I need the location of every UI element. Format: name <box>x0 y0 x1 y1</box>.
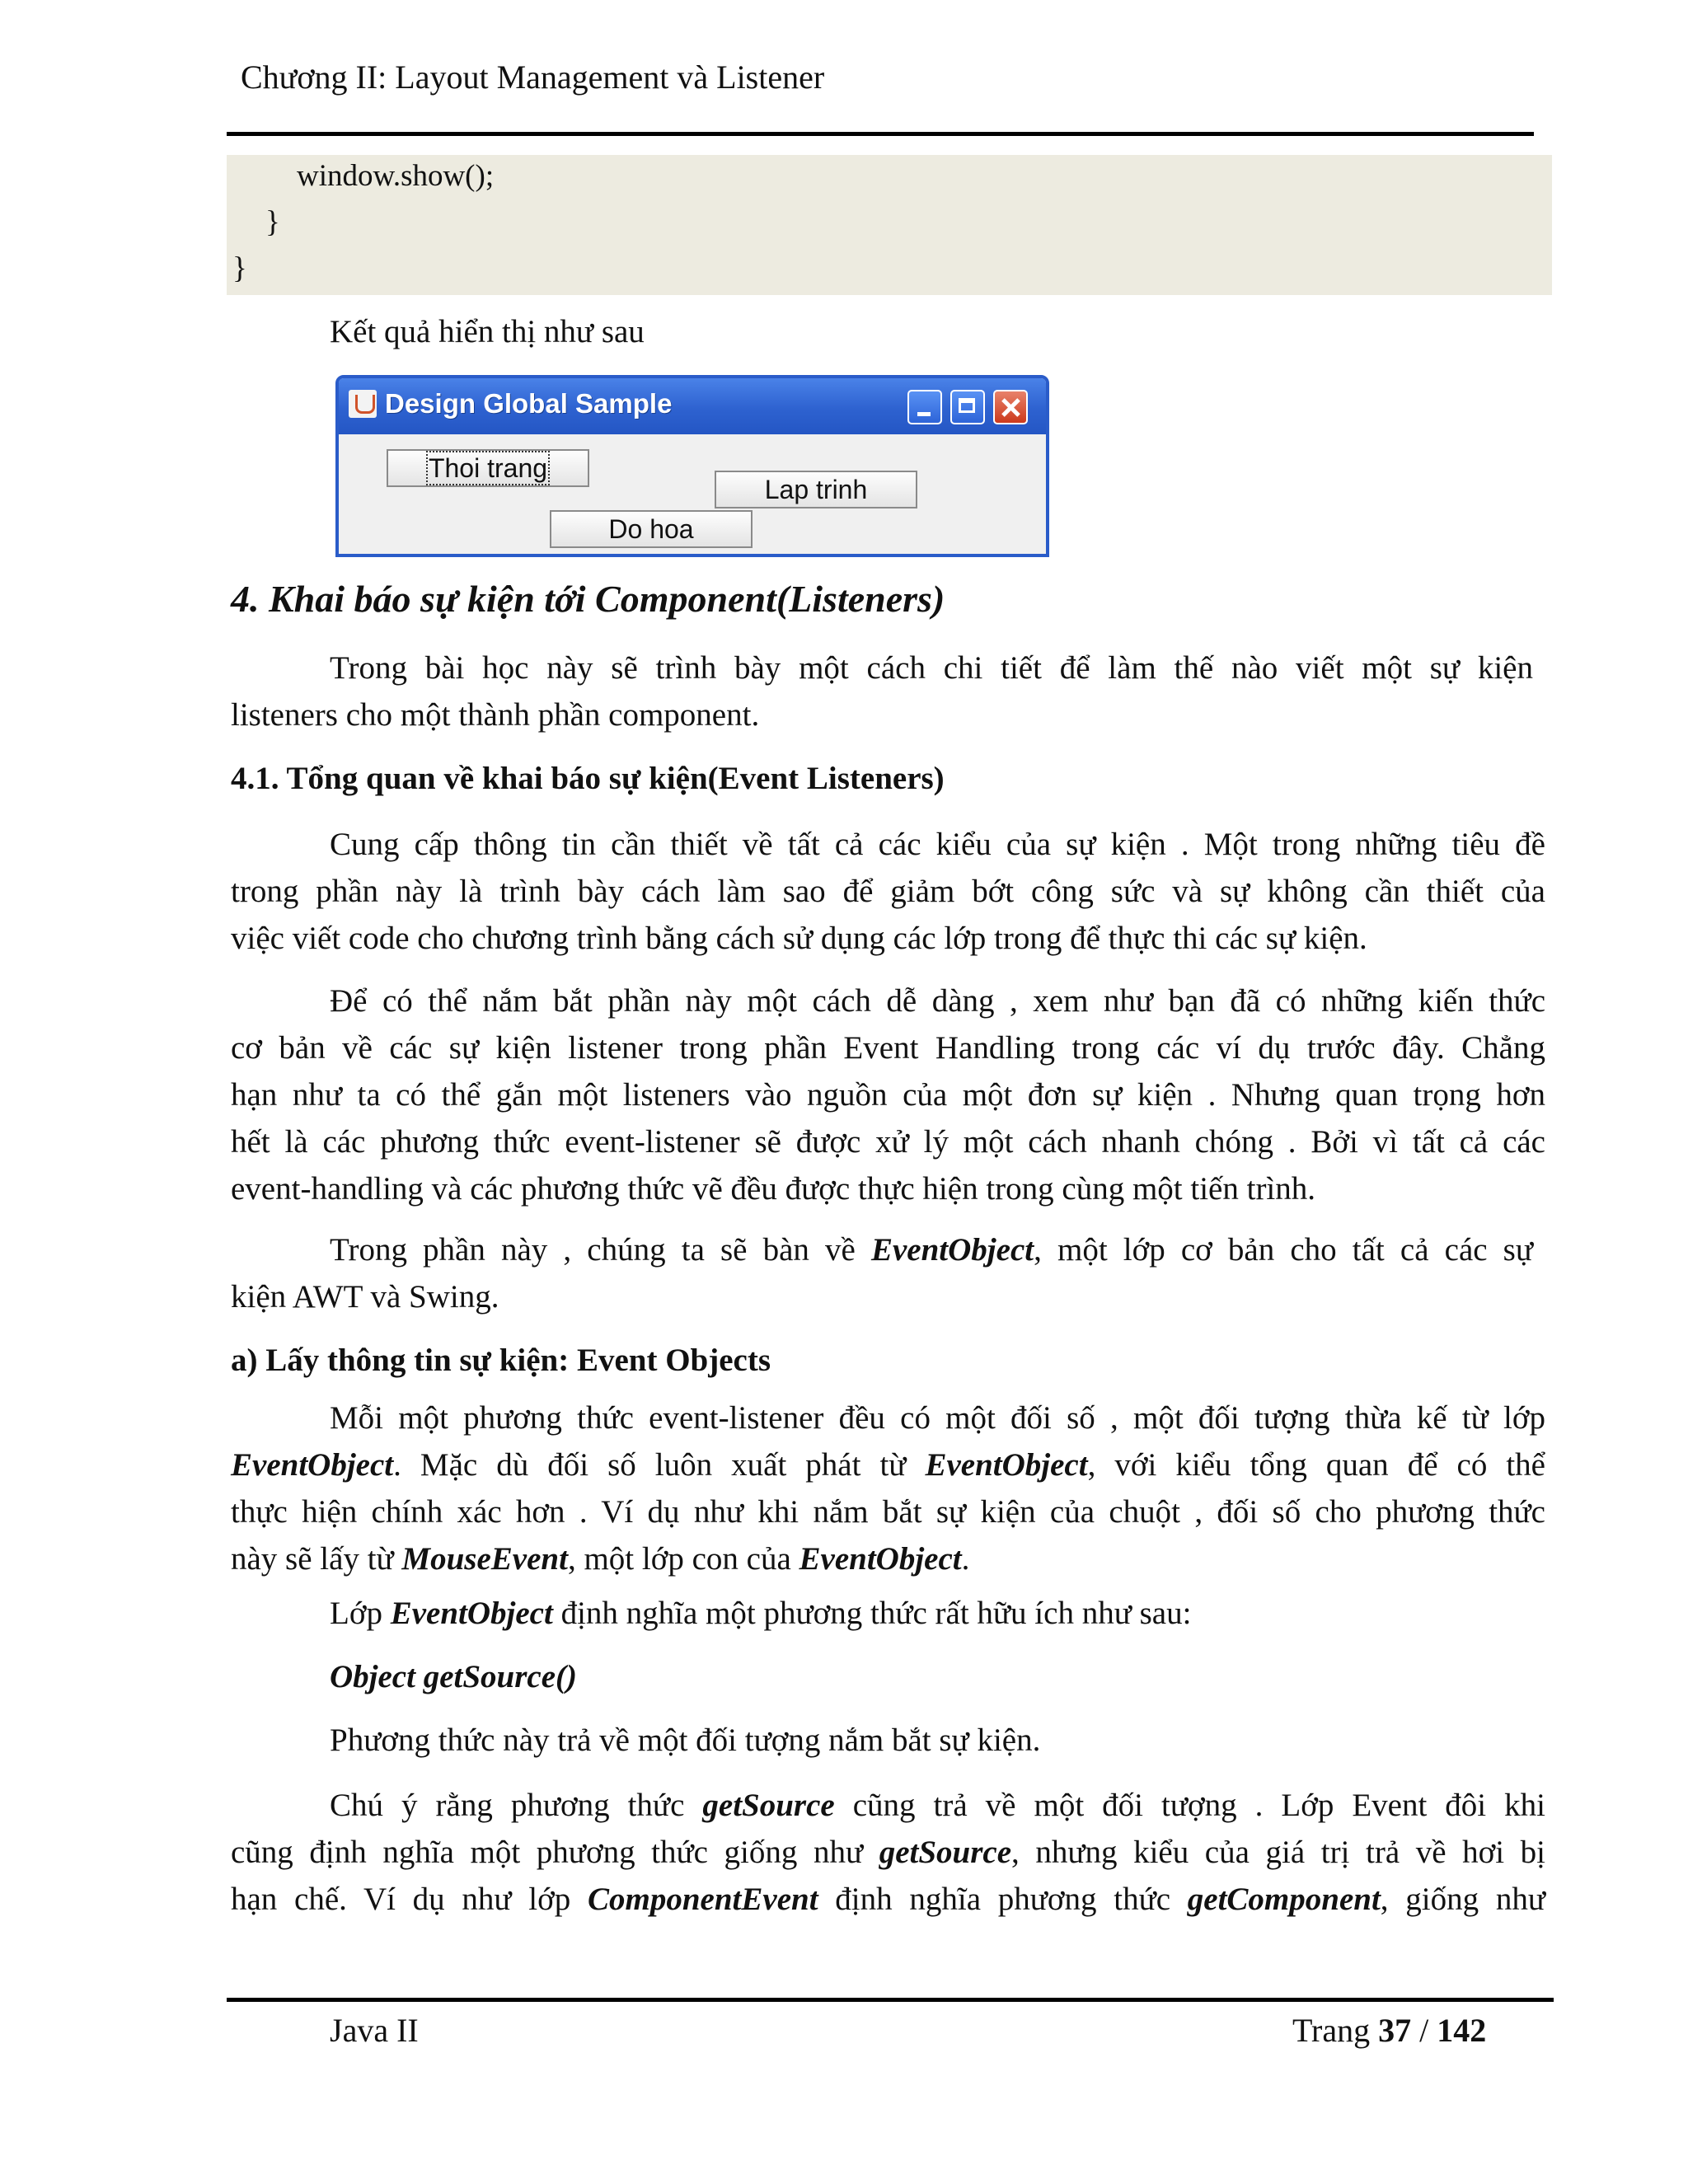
subsection-a-heading: a) Lấy thông tin sự kiện: Event Objects <box>231 1343 771 1378</box>
text-run: này sẽ lấy từ <box>231 1541 402 1577</box>
java-cup-icon <box>349 390 377 418</box>
text-line: trong phần này là trình bày cách làm sao để giảm bớt công sức và sự không cần thiết của <box>231 874 1545 909</box>
text-line: Cung cấp thông tin cần thiết về tất cả các kiểu của sự kiện . Một trong những tiêu đề <box>330 827 1545 862</box>
header-rule <box>227 132 1534 136</box>
page-prefix: Trang <box>1292 2012 1379 2049</box>
text-run: Trong phần này , chúng ta sẽ bàn về <box>330 1232 871 1268</box>
method-name-getcomponent: getComponent <box>1187 1882 1381 1917</box>
class-name-eventobject: EventObject <box>231 1447 394 1483</box>
maximize-icon[interactable] <box>950 390 985 424</box>
subsection-a-paragraph-2 <box>330 1595 1191 1632</box>
window-titlebar <box>339 378 1046 434</box>
text-run: , với kiểu tổng quan để có thể <box>1087 1447 1545 1483</box>
text-line <box>231 1782 1545 1829</box>
page-separator: / <box>1411 2012 1437 2049</box>
minimize-icon[interactable] <box>907 390 942 424</box>
window-title: Design Global Sample <box>385 388 673 419</box>
text-line <box>231 1441 1545 1488</box>
window-screenshot <box>335 375 1049 557</box>
text-line: thực hiện chính xác hơn . Ví dụ như khi nắm bắt sự kiện của chuột , đối số cho phương thức <box>231 1494 1545 1530</box>
thoi-trang-button[interactable] <box>387 449 589 487</box>
section-4-1-heading: 4.1. Tổng quan về khai báo sự kiện(Event Listeners) <box>231 761 945 796</box>
text-run: , nhưng kiểu của giá trị trả về hơi bị <box>1011 1835 1545 1870</box>
text-run: hạn chế. Ví dụ như lớp <box>231 1882 588 1917</box>
text-run: cũng trả về một đối tượng . Lớp Event đôi khi <box>834 1788 1545 1823</box>
text-line: Trong bài học này sẽ trình bày một cách chi tiết để làm thế nào viết một sự kiện <box>330 650 1533 686</box>
code-line-1: window.show(); <box>297 159 495 193</box>
text-run: cũng định nghĩa một phương thức giống như <box>231 1835 879 1870</box>
text-line <box>231 1535 1545 1582</box>
do-hoa-button[interactable] <box>550 510 753 548</box>
section-4-1-paragraph-1 <box>231 821 1545 962</box>
thoi-trang-label: Thoi trang <box>428 453 548 483</box>
class-name-eventobject: EventObject <box>870 1232 1034 1268</box>
method-signature: Object getSource() <box>330 1659 578 1694</box>
class-name-eventobject: EventObject <box>390 1596 553 1631</box>
page-header-title: Chương II: Layout Management và Listener <box>241 59 825 96</box>
text-run: định nghĩa phương thức <box>818 1882 1188 1917</box>
text-line: kiện AWT và Swing. <box>231 1279 499 1315</box>
text-run: . Mặc dù đối số luôn xuất phát từ <box>393 1447 926 1483</box>
result-caption: Kết quả hiển thị như sau <box>330 314 645 349</box>
method-name-getsource: getSource <box>879 1835 1012 1870</box>
method-name-getsource: getSource <box>702 1788 835 1823</box>
total-pages: 142 <box>1437 2012 1487 2049</box>
current-page: 37 <box>1378 2012 1412 2049</box>
text-line: hạn như ta có thể gắn một listeners vào nguồn của một đơn sự kiện . Nhưng quan trọng hơn <box>231 1077 1545 1113</box>
text-line <box>231 1829 1545 1876</box>
text-line: listeners cho một thành phần component. <box>231 697 760 733</box>
footer-page-number <box>1292 2011 1486 2050</box>
lap-trinh-label: Lap trinh <box>764 475 868 504</box>
subsection-a-paragraph-4 <box>231 1782 1545 1923</box>
text-run: , một lớp con của <box>567 1541 799 1577</box>
do-hoa-label: Do hoa <box>608 514 694 544</box>
section-4-1-paragraph-3 <box>231 1226 1533 1320</box>
section-4-1-paragraph-2 <box>231 977 1545 1212</box>
text-run: . <box>961 1541 970 1577</box>
text-line: Mỗi một phương thức event-listener đều có một đối số , một đối tượng thừa kế từ lớp <box>330 1400 1545 1436</box>
text-line <box>231 1226 1533 1273</box>
text-run: Lớp <box>330 1596 391 1631</box>
text-run: Chú ý rằng phương thức <box>330 1788 703 1823</box>
text-line: cơ bản về các sự kiện listener trong phần Event Handling trong các ví dụ trước đây. Chẳng <box>231 1030 1545 1066</box>
code-line-3: } <box>232 251 247 285</box>
text-line: việc viết code cho chương trình bằng cách sử dụng các lớp trong để thực thi các sự kiện. <box>231 921 1367 956</box>
section-4-heading: 4. Khai báo sự kiện tới Component(Listeners) <box>231 578 945 620</box>
class-name-eventobject: EventObject <box>925 1447 1088 1483</box>
code-block <box>227 155 1552 295</box>
class-name-componentevent: ComponentEvent <box>588 1882 818 1917</box>
footer-rule <box>227 1998 1554 2002</box>
close-icon[interactable] <box>993 390 1028 424</box>
text-run: , một lớp cơ bản cho tất cả các sự <box>1034 1232 1533 1268</box>
section-4-paragraph <box>231 644 1533 738</box>
subsection-a-paragraph-1 <box>231 1394 1545 1582</box>
text-run: , giống như <box>1380 1882 1545 1917</box>
text-line: Để có thể nắm bắt phần này một cách dễ dàng , xem như bạn đã có những kiến thức <box>330 983 1545 1019</box>
text-line <box>231 1876 1545 1923</box>
text-line: hết là các phương thức event-listener sẽ được xử lý một cách nhanh chóng . Bởi vì tất cả các <box>231 1124 1545 1160</box>
lap-trinh-button[interactable] <box>715 471 917 509</box>
text-line: event-handling và các phương thức vẽ đều được thực hiện trong cùng một tiến trình. <box>231 1171 1316 1207</box>
class-name-eventobject: EventObject <box>799 1541 962 1577</box>
footer-course-name: Java II <box>330 2012 419 2049</box>
class-name-mouseevent: MouseEvent <box>401 1541 568 1577</box>
text-run: định nghĩa một phương thức rất hữu ích như sau: <box>552 1596 1192 1631</box>
subsection-a-paragraph-3: Phương thức này trả về một đối tượng nắm bắt sự kiện. <box>330 1722 1041 1758</box>
code-line-2: } <box>265 205 280 239</box>
